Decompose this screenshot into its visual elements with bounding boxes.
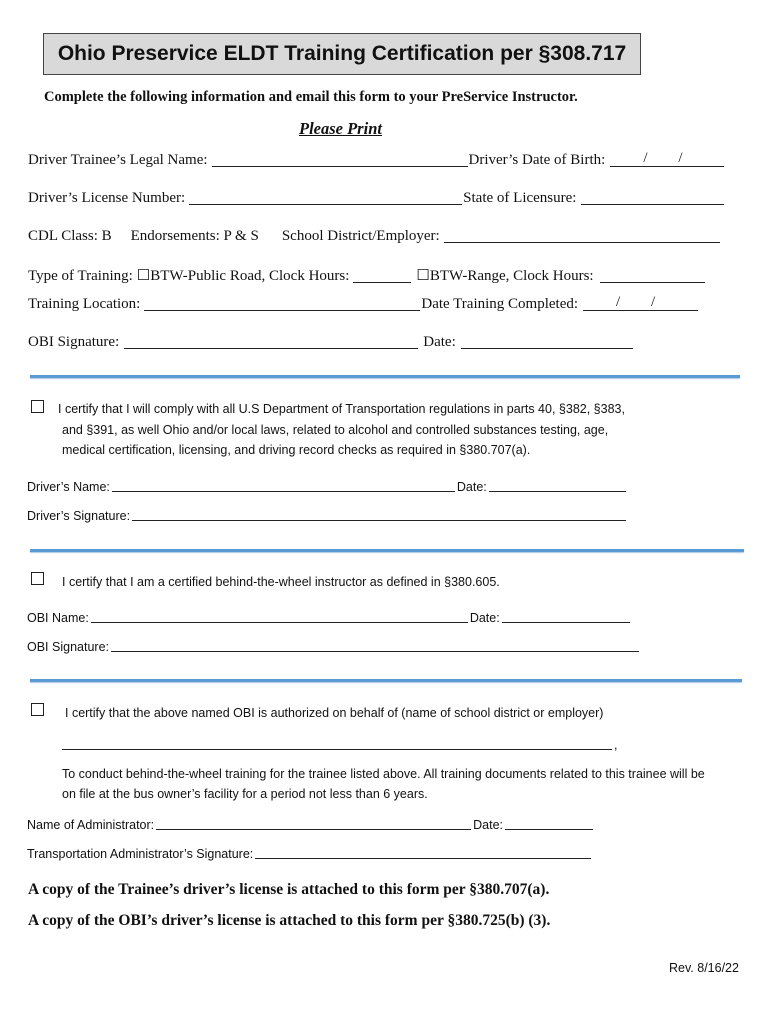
section-divider (30, 375, 740, 378)
cdl-row (28, 228, 721, 245)
administrator-signature-field[interactable] (255, 846, 591, 859)
training-type-label: Type of Training: (28, 268, 133, 284)
administrator-name-label: Name of Administrator: (27, 818, 155, 832)
drivers-name-field[interactable] (112, 479, 455, 492)
date-completed-field[interactable] (583, 296, 698, 311)
drivers-signature-field[interactable] (132, 508, 626, 521)
date-label: Date: (423, 334, 456, 350)
obi-signature-date-field[interactable] (461, 334, 633, 349)
please-print-heading: Please Print (299, 119, 382, 138)
obi-signature-row (28, 334, 634, 351)
trainee-license-note: A copy of the Trainee’s driver’s license is attached to this form per §380.707(a). (28, 881, 550, 898)
license-number-label: Driver’s License Number: (28, 190, 186, 206)
form-title: Ohio Preservice ELDT Training Certification per §308.717 (43, 33, 641, 75)
revision-label: Rev. 8/16/22 (669, 961, 739, 975)
obi-license-note: A copy of the OBI’s driver’s license is attached to this form per §380.725(b) (3). (28, 912, 551, 929)
dob-field[interactable] (610, 152, 724, 167)
dob-label: Driver’s Date of Birth: (468, 152, 606, 168)
obi-name-date-field[interactable] (502, 610, 630, 623)
date-separator: / (643, 150, 648, 166)
cdl-class: CDL Class: B (28, 228, 112, 244)
administrator-signature-label: Transportation Administrator’s Signature: (27, 847, 254, 861)
dot-compliance-statement (58, 399, 625, 419)
btw-range-hours-field[interactable] (600, 268, 705, 283)
state-label: State of Licensure: (463, 190, 577, 206)
drivers-name-row (27, 479, 628, 494)
license-row (28, 190, 725, 207)
statement-line: medical certification, licensing, and driving record checks as required in §380.707(a). (62, 443, 531, 457)
btw-range-option[interactable]: ☐BTW-Range, Clock Hours: (416, 268, 594, 284)
statement-line: To conduct behind-the-wheel training for the trainee listed above. All training documents related to this trainee will be (62, 767, 705, 781)
school-district-label: School District/Employer: (281, 228, 440, 244)
date-separator: / (616, 294, 621, 310)
obi-signature-field[interactable] (124, 334, 418, 349)
administrator-name-row (27, 817, 595, 832)
obi-signature-field-2[interactable] (111, 639, 639, 652)
date-label: Date: (473, 818, 504, 832)
obi-name-label: OBI Name: (27, 611, 89, 625)
drivers-name-label: Driver’s Name: (27, 480, 110, 494)
date-label: Date: (469, 611, 500, 625)
obi-signature-row-2 (27, 639, 641, 654)
obi-signature-label: OBI Signature: (27, 640, 109, 654)
trainee-dob-row (28, 152, 724, 169)
training-location-field[interactable] (144, 296, 420, 311)
section-divider (30, 549, 744, 552)
statement-line: and §391, as well Ohio and/or local laws, related to alcohol and controlled substances testing, age, (62, 423, 609, 437)
date-label: Date: (456, 480, 487, 494)
section-divider (30, 679, 742, 682)
drivers-signature-label: Driver’s Signature: (27, 509, 131, 523)
date-separator: / (651, 294, 656, 310)
endorsements: Endorsements: P & S (130, 228, 259, 244)
state-field[interactable] (581, 190, 724, 205)
btw-public-option[interactable]: ☐BTW-Public Road, Clock Hours: (136, 268, 350, 284)
instruction-text: Complete the following information and email this form to your PreService Instructor. (44, 89, 578, 105)
statement-line: on file at the bus owner’s facility for a period not less than 6 years. (62, 787, 428, 801)
administrator-authorization-cont (62, 764, 705, 804)
btw-public-hours-field[interactable] (353, 268, 411, 283)
obi-certification-checkbox[interactable] (31, 572, 44, 585)
training-location-label: Training Location: (28, 296, 141, 312)
obi-name-field[interactable] (91, 610, 468, 623)
administrator-name-field[interactable] (156, 817, 471, 830)
dot-compliance-statement-cont (62, 420, 608, 460)
dot-compliance-checkbox[interactable] (31, 400, 44, 413)
trainee-name-label: Driver Trainee’s Legal Name: (28, 152, 208, 168)
trailing-comma: , (614, 738, 618, 752)
employer-name-field[interactable] (62, 737, 612, 750)
obi-certification-statement: I certify that I am a certified behind-the-wheel instructor as defined in §380.605. (62, 575, 500, 589)
training-type-row (28, 266, 706, 285)
date-completed-label: Date Training Completed: (421, 296, 579, 312)
employer-name-row (62, 737, 617, 752)
trainee-name-field[interactable] (212, 152, 468, 167)
date-separator: / (678, 150, 683, 166)
license-number-field[interactable] (189, 190, 462, 205)
obi-name-row (27, 610, 632, 625)
training-location-row (28, 296, 698, 313)
school-district-field[interactable] (444, 228, 720, 243)
drivers-signature-row (27, 508, 628, 523)
statement-line: I certify that I will comply with all U.S Department of Transportation regulations in parts 40, §382, §383, (58, 402, 625, 416)
administrator-signature-row (27, 846, 593, 861)
administrator-authorization-checkbox[interactable] (31, 703, 44, 716)
administrator-date-field[interactable] (505, 817, 593, 830)
drivers-name-date-field[interactable] (489, 479, 626, 492)
administrator-authorization-statement: I certify that the above named OBI is authorized on behalf of (name of school district or employer) (65, 706, 604, 720)
obi-signature-label: OBI Signature: (28, 334, 120, 350)
